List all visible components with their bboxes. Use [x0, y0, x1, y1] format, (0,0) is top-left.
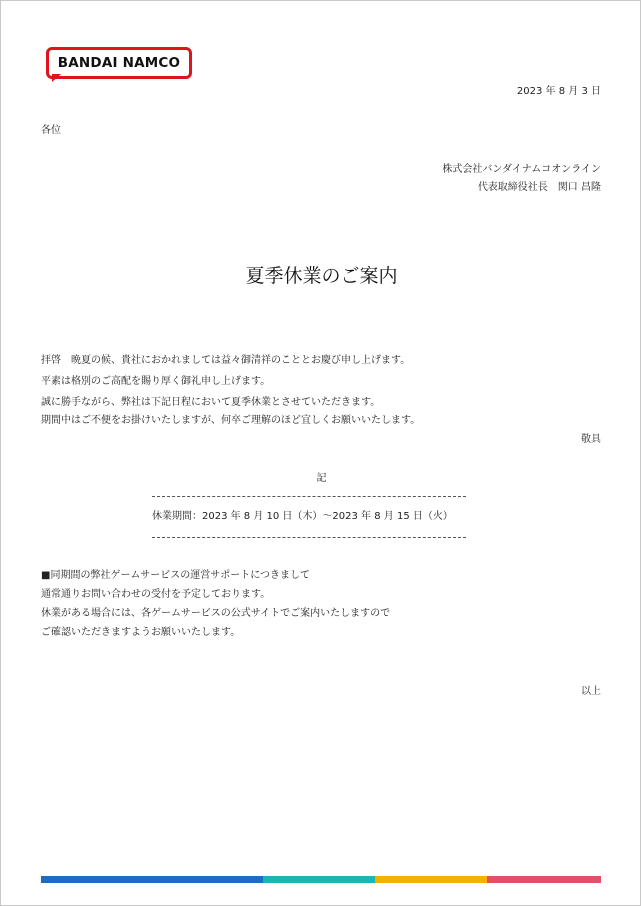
document-date: 2023 年 8 月 3 日	[516, 86, 601, 97]
page-title: 夏季休業のご案内	[245, 265, 398, 287]
logo-text: BANDAI NAMCO	[57, 55, 181, 71]
footer-color-bar	[41, 876, 601, 883]
bar-segment-teal	[263, 876, 375, 883]
addressee: 各位	[41, 125, 61, 136]
bandai-namco-logo	[46, 47, 192, 81]
support-line: 通常通りお問い合わせの受付を予定しております。	[41, 589, 271, 600]
end-mark: 以上	[581, 686, 601, 697]
body-line: 期間中はご不便をお掛けいたしますが、何卒ご理解のほど宜しくお願いいたします。	[41, 415, 421, 426]
closing-keigu: 敬具	[581, 434, 601, 445]
support-line: ■同期間の弊社ゲームサービスの運営サポートにつきまして	[41, 570, 311, 581]
body-line: 誠に勝手ながら、弊社は下記日程において夏季休業とさせていただきます。	[41, 397, 381, 408]
divider-bottom	[152, 537, 466, 538]
notice-heading: 記	[316, 473, 327, 484]
body-line: 拝啓 晩夏の候、貴社におかれましては益々御清祥のこととお慶び申し上げます。	[41, 355, 411, 366]
sender-representative: 代表取締役社長 関口 昌隆	[477, 182, 601, 193]
bar-segment-blue	[41, 876, 263, 883]
body-line: 平素は格別のご高配を賜り厚く御礼申し上げます。	[41, 376, 271, 387]
bar-segment-pink	[487, 876, 601, 883]
support-line: 休業がある場合には、各ゲームサービスの公式サイトでご案内いたしますので	[41, 608, 391, 619]
divider-top	[152, 496, 466, 497]
holiday-period: 休業期間：2023 年 8 月 10 日（木）～2023 年 8 月 15 日（火）	[152, 511, 453, 522]
support-line: ご確認いただきますようお願いいたします。	[41, 627, 241, 638]
sender-company: 株式会社バンダイナムコオンライン	[442, 164, 601, 175]
bar-segment-yellow	[375, 876, 487, 883]
